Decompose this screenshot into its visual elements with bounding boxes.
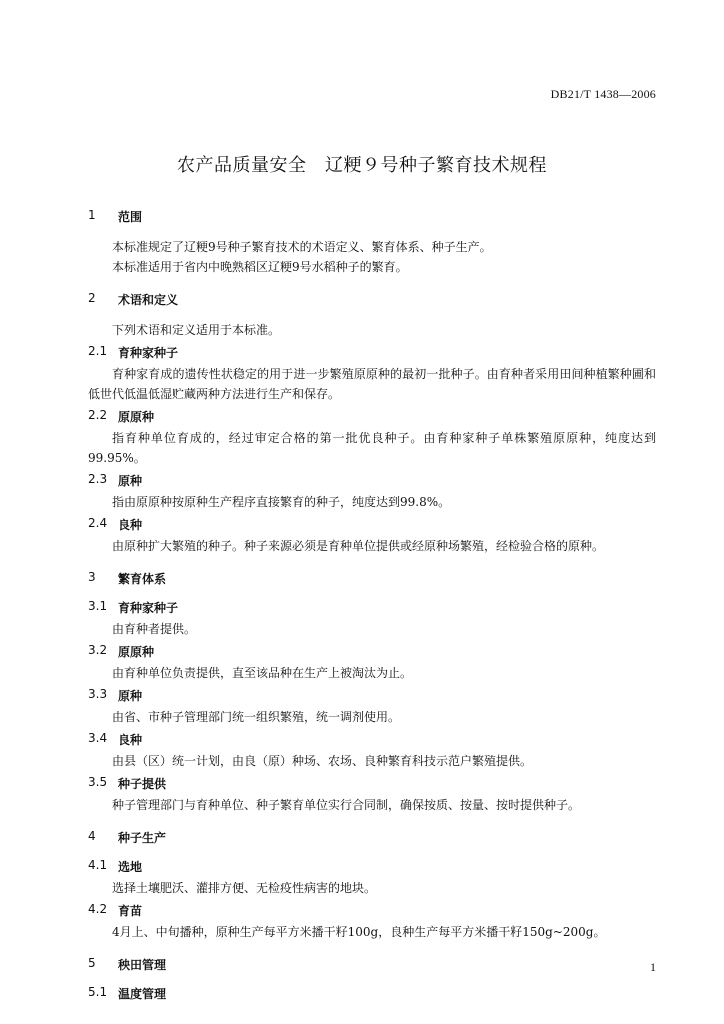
paragraph: 由育种单位负责提供，直至该品种在生产上被淘汰为止。 (112, 666, 413, 680)
subsection-title: 育种家种子 (118, 346, 179, 360)
subsection-heading (88, 472, 656, 489)
subsection-heading (88, 408, 656, 425)
subsection-heading (88, 985, 656, 1002)
subsection-number: 2.1 (88, 344, 108, 358)
subsection-title: 育种家种子 (118, 601, 179, 615)
subsection-title: 原种 (118, 689, 143, 703)
section-number: 3 (88, 570, 96, 584)
subsection-title: 良种 (118, 733, 143, 747)
subsection-heading (88, 516, 656, 533)
section-title: 范围 (118, 210, 143, 224)
subsection-heading (88, 643, 656, 660)
section-number: 2 (88, 291, 96, 305)
subsection-number: 2.2 (88, 408, 108, 422)
subsection-title: 温度管理 (118, 987, 167, 1001)
subsection-number: 4.2 (88, 902, 108, 916)
page-number: 1 (650, 960, 656, 974)
document-title: 农产品质量安全 辽粳９号种子繁育技术规程 (177, 155, 547, 176)
subsection-heading (88, 687, 656, 704)
subsection-heading (88, 902, 656, 919)
subsection-heading (88, 858, 656, 875)
subsection-number: 2.4 (88, 516, 108, 530)
section-number: 1 (88, 208, 96, 222)
paragraph: 育种家育成的遗传性状稳定的用于进一步繁殖原原种的最初一批种子。由育种者采用田间种植繁种圃和低世代低温低湿贮藏两种方法进行生产和保存。 (88, 367, 656, 401)
paragraph: 下列术语和定义适用于本标准。 (112, 323, 281, 337)
section-title: 秧田管理 (118, 958, 167, 972)
subsection-heading (88, 599, 656, 616)
paragraph: 本标准适用于省内中晚熟稻区辽粳9号水稻种子的繁育。 (112, 260, 408, 274)
paragraph: 本标准规定了辽粳9号种子繁育技术的术语定义、繁育体系、种子生产。 (112, 240, 492, 254)
paragraph: 由省、市种子管理部门统一组织繁殖，统一调剂使用。 (112, 710, 401, 724)
subsection-title: 原原种 (118, 410, 155, 424)
subsection-number: 3.3 (88, 687, 108, 701)
subsection-title: 原种 (118, 474, 143, 488)
subsection-title: 育苗 (118, 904, 143, 918)
subsection-heading (88, 344, 656, 361)
section-5-heading (88, 956, 656, 973)
paragraph: 由县（区）统一计划，由良（原）种场、农场、良种繁育科技示范户繁殖提供。 (112, 754, 533, 768)
paragraph: 指育种单位育成的，经过审定合格的第一批优良种子。由育种家种子单株繁殖原原种，纯度达到99.95%。 (88, 431, 656, 465)
subsection-number: 4.1 (88, 858, 108, 872)
section-1-heading (88, 208, 656, 225)
section-title: 繁育体系 (118, 572, 167, 586)
document-body (88, 208, 656, 1005)
paragraph: 由育种者提供。 (112, 622, 197, 636)
subsection-title: 选地 (118, 860, 143, 874)
section-title: 术语和定义 (118, 293, 179, 307)
subsection-title: 原原种 (118, 645, 155, 659)
section-4-heading (88, 829, 656, 846)
section-number: 5 (88, 956, 96, 970)
section-2-heading (88, 291, 656, 308)
subsection-title: 种子提供 (118, 777, 167, 791)
subsection-title: 良种 (118, 518, 143, 532)
subsection-heading (88, 731, 656, 748)
paragraph: 种子管理部门与育种单位、种子繁育单位实行合同制，确保按质、按量、按时提供种子。 (112, 798, 581, 812)
subsection-number: 5.1 (88, 985, 108, 999)
subsection-number: 3.1 (88, 599, 108, 613)
subsection-number: 3.4 (88, 731, 108, 745)
paragraph: 由原种扩大繁殖的种子。种子来源必须是育种单位提供或经原种场繁殖，经检验合格的原种。 (112, 539, 605, 553)
paragraph: 选择土壤肥沃、灌排方便、无检疫性病害的地块。 (112, 881, 377, 895)
paragraph: 指由原原种按原种生产程序直接繁育的种子，纯度达到99.8%。 (112, 495, 451, 509)
section-title: 种子生产 (118, 831, 167, 845)
paragraph: 4月上、中旬播种，原种生产每平方米播干籽100g，良种生产每平方米播干籽150g~200g。 (112, 925, 606, 939)
subsection-number: 3.5 (88, 775, 108, 789)
section-3-heading (88, 570, 656, 587)
subsection-number: 2.3 (88, 472, 108, 486)
subsection-heading (88, 775, 656, 792)
section-number: 4 (88, 829, 96, 843)
subsection-number: 3.2 (88, 643, 108, 657)
standard-code: DB21/T 1438—2006 (550, 87, 656, 101)
